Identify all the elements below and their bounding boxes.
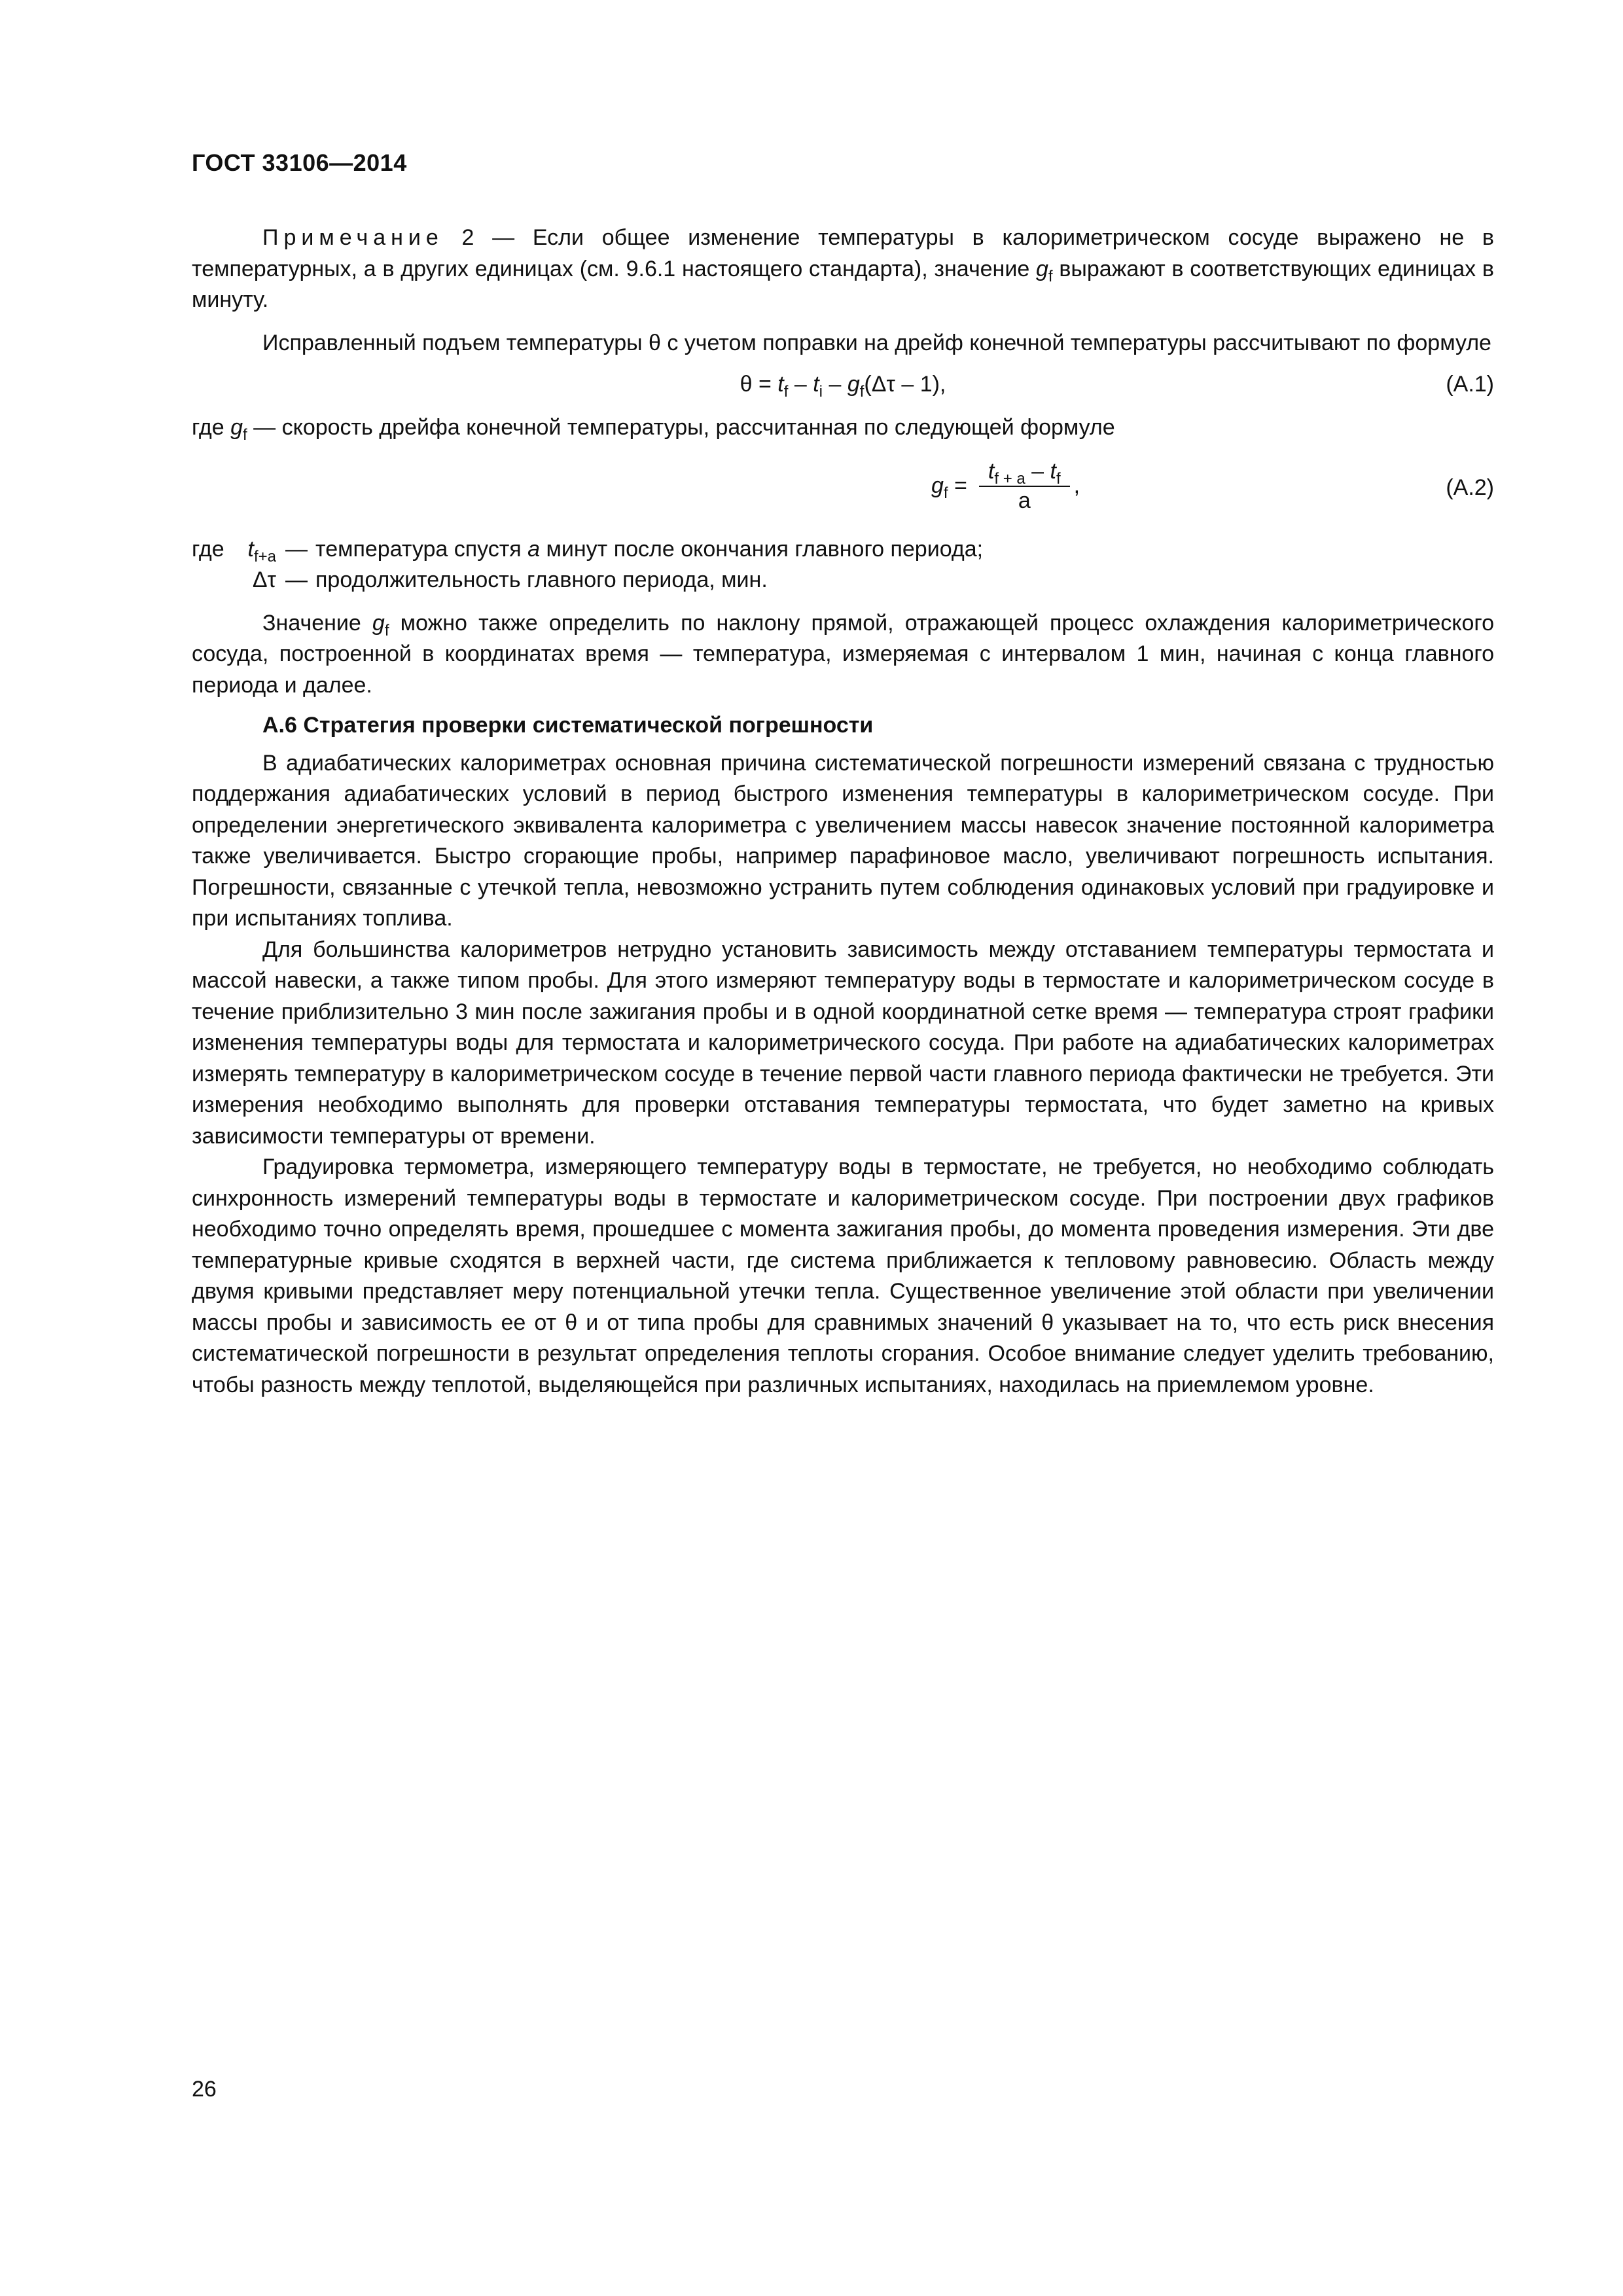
formula-minus: – [788,372,813,397]
page-content [192,223,1494,1401]
gf-text: можно также определить по наклону прямой, отражающей процесс охлаждения калориметрического сосуда, построенной в координатах время — температура, измеряемая с интервалом 1 мин, начиная с конца главного периода и далее. [192,610,1494,698]
page-number: 26 [192,2077,217,2102]
gf-g: g [372,610,385,636]
fraction [979,458,1070,514]
definition-text-italic: а [527,536,541,562]
document-header: ГОСТ 33106—2014 [192,149,407,176]
lhs-g-sub: f [943,484,948,502]
section-heading: А.6 Стратегия проверки систематической погрешности [262,713,874,738]
formula-a2 [192,456,1494,524]
definition-pre: где [192,536,224,562]
formula-rest: (Δτ – 1), [864,372,946,397]
equals-sign: = [954,473,967,498]
numer-t2-sub: f [1056,469,1061,488]
formula-a2-expression [931,458,1080,514]
definition-dash: — [285,567,308,592]
where-pre: где [192,415,231,440]
gf-pre: Значение [262,610,372,636]
note-symbol-sub: f [1048,267,1053,285]
section-paragraph: Для большинства калориметров нетрудно установить зависимость между отставанием температуры термостата и массой навески, а также типом пробы. Для этого измеряют температуру воды в термостате и калориметрическом сосуде в течение приблизительно 3 мин после зажигания пробы и в одной координатной сетке время — температура строят графики изменения температуры воды для термостата и калориметрического сосуда. При работе на адиабатических калориметрах измерять температуру в калориметрическом сосуде в течение первой части главного периода фактически не требуется. Эти измерения необходимо выполнять для проверки отставания температуры термостата, что будет заметно на кривых зависимости температуры от времени. [192,937,1494,1149]
definition-term [238,534,285,565]
where-g-sub: f [243,426,247,444]
fraction-numerator [979,458,1070,487]
note-text: 2 — Если общее изменение температуры в калориметрическом сосуде выражено не в температурных, а в других единицах (см. 9.6.1 настоящего стандарта), значение [192,225,1494,281]
note-paragraph [192,223,1494,316]
where-gf-line [192,412,1494,444]
definition-term-sub: f+a [253,547,276,565]
numer-t2: t [1050,458,1056,484]
formula-g-sub: f [859,383,865,401]
formula-theta: θ = [740,372,778,397]
formula-a1 [192,369,1494,406]
gf-value-paragraph [192,608,1494,702]
note-label: Примечание [262,225,444,250]
formula-number: (А.2) [1446,475,1494,500]
intro-paragraph: Исправленный подъем температуры θ с учетом поправки на дрейф конечной температуры рассчитывают по формуле [262,330,1491,355]
definition-dash: — [285,536,308,562]
numer-t: t [988,458,995,484]
formula-g: g [847,372,860,397]
formula-t2: t [813,372,819,397]
gf-g-sub: f [384,621,389,639]
section-paragraph: В адиабатических калориметрах основная причина систематической погрешности измерений связана с трудностью поддержания адиабатических условий в период быстрого изменения температуры в калориметрическом сосуде. При определении энергетического эквивалента калориметра с увеличением массы навесок значение постоянной калориметра также увеличивается. Быстро сгорающие пробы, например парафиновое масло, увеличивают погрешность испытания. Погрешности, связанные с утечкой тепла, невозможно устранить путем соблюдения одинаковых условий при градуировке и при испытаниях топлива. [192,750,1494,931]
formula-t: t [777,372,784,397]
fraction-denominator: a [1018,488,1031,513]
where-g: g [230,415,243,440]
formula-number: (А.1) [1446,372,1494,397]
definition-term-symbol: Δτ [252,567,276,592]
formula-a2-lhs [931,471,967,502]
lhs-g: g [931,473,944,498]
definition-text [315,534,983,565]
definition-item [192,565,1494,596]
section-paragraph: Градуировка термометра, измеряющего температуру воды в термостате, не требуется, но необходимо соблюдать синхронность измерений температуры воды в термостате и калориметрическом сосуде. При построении двух графиков необходимо точно определять время, прошедшее с момента зажигания пробы, до момента проведения измерения. Эти две температурные кривые сходятся в верхней части, где система приближается к тепловому равновесию. Область между двумя кривыми представляет меру потенциальной утечки тепла. Существенное увеличение этой области при увеличении массы пробы и зависимость ее от θ и от типа пробы для сравнимых значений θ указывает на то, что есть риск внесения систематической погрешности в результат определения теплоты сгорания. Особое внимание следует уделить требованию, чтобы разность между теплотой, выделяющейся при различных испытаниях, находилась на приемлемом уровне. [192,1155,1494,1397]
formula-minus: – [823,372,847,397]
definition-text: продолжительность главного периода, мин. [315,567,768,592]
where-text: — скорость дрейфа конечной температуры, рассчитанная по следующей формуле [247,415,1115,440]
definition-term [238,565,285,596]
definition-item [192,534,1494,565]
numer-minus: – [1025,458,1050,484]
definition-text-a: температура спустя [315,536,528,562]
formula-a2-comma: , [1073,473,1080,498]
definition-term-symbol: t [247,536,254,562]
formula-a1-expression [192,369,1494,401]
formula-t2-sub: i [819,383,823,401]
note-symbol: g [1036,256,1048,281]
note-text-end: выражают в соответствующих единицах в минуту. [192,256,1494,312]
definitions-list [192,534,1494,596]
numer-t-sub: f + a [994,469,1026,488]
formula-t-sub: f [783,383,789,401]
definition-text-b: минут после окончания главного периода; [540,536,984,562]
